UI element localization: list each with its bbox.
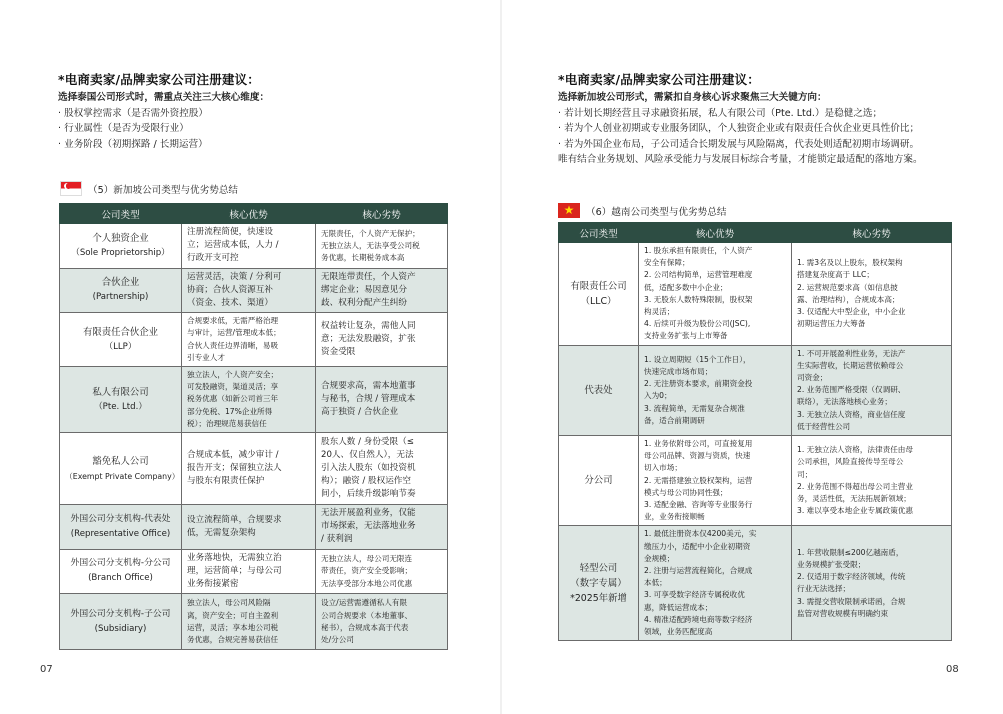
table-header: 核心劣势 [792, 223, 952, 243]
table-row [559, 345, 952, 435]
right-bullet: · 若为个人创业初期或专业服务团队，个人独资企业或有限责任合伙企业更具性价比； [558, 123, 920, 134]
right-intro-lead: 选择新加坡公司形式，需紧扣自身核心诉求聚焦三大关键方向： [558, 92, 827, 103]
page-number: 07 [40, 664, 53, 675]
table-row [559, 526, 952, 641]
table-row [60, 367, 448, 433]
table-header: 核心劣势 [316, 204, 448, 224]
company-type-cell: 有限责任公司 （LLC） [559, 243, 639, 346]
left-bullet: · 股权掌控需求（是否需外资控股） [58, 107, 209, 119]
table-header: 核心优势 [182, 204, 316, 224]
right-intro [558, 90, 954, 168]
table-row [60, 224, 448, 269]
pros-cell: 1. 业务依附母公司，可直接复用 母公司品牌、资源与资质，快速 切入市场； 2. 无需搭建独立股权架构，运营 模式与母公司协同性强； 3. 适配金融、咨询等专业服务行 业，业务衔接顺畅 [639, 436, 792, 526]
company-type-cell: 有限责任合伙企业 （LLP） [60, 313, 182, 367]
table-row [559, 243, 952, 346]
cons-cell: 1. 年营收限制≤200亿越南盾， 业务规模扩张受限； 2. 仅适用于数字经济领域，传统 行业无法选择； 3. 需提交营收限制承诺函，合规 监管对营收规模有明确约束 [792, 526, 952, 641]
cons-cell: 1. 不可开展盈利性业务，无法产 生实际营收，长期运营依赖母公 司资金； 2. 业务范围严格受限（仅调研、 联络），无法落地核心业务； 3. 无独立法人资格，商业信任度 低于经营性公司 [792, 345, 952, 435]
company-type-cell: 外国公司分支机构-子公司 (Subsidiary) [60, 594, 182, 650]
table-row [60, 268, 448, 313]
table-row [60, 549, 448, 594]
table-header: 核心优势 [639, 223, 792, 243]
company-type-cell: 豁免私人公司 （Exempt Private Company） [60, 433, 182, 505]
cons-cell: 无限连带责任，个人资产 绑定企业；易因意见分 歧、权利分配产生纠纷 [316, 268, 448, 313]
cons-cell: 1. 需3名及以上股东，股权架构 搭建复杂度高于 LLC； 2. 运营规范要求高（如信息披 露、治理结构），合规成本高； 3. 仅适配大中型企业，中小企业 初期运营压力大筹备 [792, 243, 952, 346]
pros-cell: 独立法人，母公司风险隔 离，资产安全；可自主盈利 运营，灵活；享本地公司税 务优惠，合规完善易获信任 [182, 594, 316, 650]
cons-cell: 无限责任，个人资产无保护； 无独立法人，无法享受公司税 务优惠，长期税务成本高 [316, 224, 448, 269]
singapore-flag-icon [60, 181, 82, 196]
table-row [60, 433, 448, 505]
pros-cell: 注册流程简便，快速设 立；运营成本低，人力 / 行政开支可控 [182, 224, 316, 269]
left-intro [58, 90, 478, 152]
table-row [60, 505, 448, 550]
left-bullet: · 行业属性（是否为受限行业） [58, 123, 189, 134]
pros-cell: 业务落地快，无需独立治 理，运营简单；与母公司 业务衔接紧密 [182, 549, 316, 594]
cons-cell: 权益转让复杂，需他人同 意；无法发股融资，扩张 资金受限 [316, 313, 448, 367]
company-type-cell: 外国公司分支机构-分公司 (Branch Office) [60, 549, 182, 594]
left-page [0, 0, 501, 714]
table-row [559, 436, 952, 526]
right-bullet: · 若为外国企业布局，子公司适合长期发展与风险隔离，代表处则适配初期市场调研。 [558, 138, 920, 150]
cons-cell: 股东人数 / 身份受限（≤ 20人、仅自然人），无法 引入法人股东（如投资机 构）；融资 / 股权运作空 间小，后续升级影响节奏 [316, 433, 448, 505]
cons-cell: 无法开展盈利业务，仅能 市场探索，无法落地业务 / 获利润 [316, 505, 448, 550]
left-heading: *电商卖家/品牌卖家公司注册建议： [58, 72, 261, 87]
company-type-cell: 分公司 [559, 436, 639, 526]
left-section-title [60, 181, 238, 196]
singapore-company-table [59, 203, 448, 650]
right-closing: 唯有结合业务规划、风险承受能力与发展目标综合考量，才能锁定最适配的落地方案。 [558, 154, 923, 165]
pros-cell: 合规要求低，无需严格治理 与审计，运营/管理成本低； 合伙人责任边界清晰，易吸 引专业人才 [182, 313, 316, 367]
pros-cell: 运营灵活，决策 / 分利可 协商；合伙人资源互补 （资金、技术、渠道） [182, 268, 316, 313]
table-header: 公司类型 [559, 223, 639, 243]
left-section-title-text: （5）新加坡公司类型与优劣势总结 [88, 184, 239, 196]
table-row [60, 594, 448, 650]
cons-cell: 设立/运营需遵循私人有限 公司合规要求（本地董事、 秘书），合规成本高于代表 处/分公司 [316, 594, 448, 650]
right-section-title-text: （6）越南公司类型与优劣势总结 [586, 206, 727, 218]
company-type-cell: 代表处 [559, 345, 639, 435]
right-section-title [558, 203, 726, 218]
pros-cell: 设立流程简单，合规要求 低，无需复杂架构 [182, 505, 316, 550]
page-number: 08 [946, 664, 959, 675]
vietnam-company-table [558, 222, 952, 641]
table-header: 公司类型 [60, 204, 182, 224]
table-row [60, 313, 448, 367]
left-intro-lead: 选择泰国公司形式时，需重点关注三大核心维度： [58, 92, 270, 103]
company-type-cell: 私人有限公司 （Pte. Ltd.） [60, 367, 182, 433]
pros-cell: 1. 最低注册资本仅4200美元，实 缴压力小，适配中小企业初期资 金规模； 2. 注册与运营流程简化，合规成 本低； 3. 可享受数字经济专属税收优 惠，降低运营成本； 4. 精准适配跨境电商等数字经济 领域，业务匹配度高 [639, 526, 792, 641]
company-type-cell: 外国公司分支机构-代表处 (Representative Office) [60, 505, 182, 550]
company-type-cell: 合伙企业 (Partnership) [60, 268, 182, 313]
pros-cell: 合规成本低，减少审计 / 报告开支；保留独立法人 与股东有限责任保护 [182, 433, 316, 505]
cons-cell: 1. 无独立法人资格，法律责任由母 公司承担，风险直接传导至母公 司； 2. 业务范围不得超出母公司主营业 务，灵活性低，无法拓展新领域； 3. 难以享受本地企业专属政策优惠 [792, 436, 952, 526]
vietnam-flag-icon: ★ [558, 203, 580, 218]
right-page [502, 0, 1003, 714]
cons-cell: 无独立法人，母公司无限连 带责任，资产安全受影响； 无法享受部分本地公司优惠 [316, 549, 448, 594]
right-heading: *电商卖家/品牌卖家公司注册建议： [558, 72, 761, 87]
pros-cell: 1. 股东承担有限责任，个人资产 安全有保障； 2. 公司结构简单，运营管理难度 低，适配多数中小企业； 3. 无股东人数特殊限制，股权架 构灵活； 4. 后续可升级为股份公司(JSC), 支持业务扩张与上市筹备 [639, 243, 792, 346]
pros-cell: 1. 设立周期短（15个工作日）， 快速完成市场布局； 2. 无注册资本要求，前期资金投 入为0； 3. 流程简单，无需复杂合规准 备，适合前期调研 [639, 345, 792, 435]
company-type-cell: 个人独资企业 （Sole Proprietorship） [60, 224, 182, 269]
right-bullet: · 若计划长期经营且寻求融资拓展，私人有限公司（Pte. Ltd.）是稳健之选； [558, 107, 883, 119]
pros-cell: 独立法人，个人资产安全； 可发股融资，渠道灵活；享 税务优惠（如新公司首三年 部分免税、17%企业所得 税）；治理规范易获信任 [182, 367, 316, 433]
cons-cell: 合规要求高，需本地董事 与秘书，合规 / 管理成本 高于独资 / 合伙企业 [316, 367, 448, 433]
left-bullet: · 业务阶段（初期探路 / 长期运营） [58, 138, 208, 150]
company-type-cell: 轻型公司 （数字专属） *2025年新增 [559, 526, 639, 641]
